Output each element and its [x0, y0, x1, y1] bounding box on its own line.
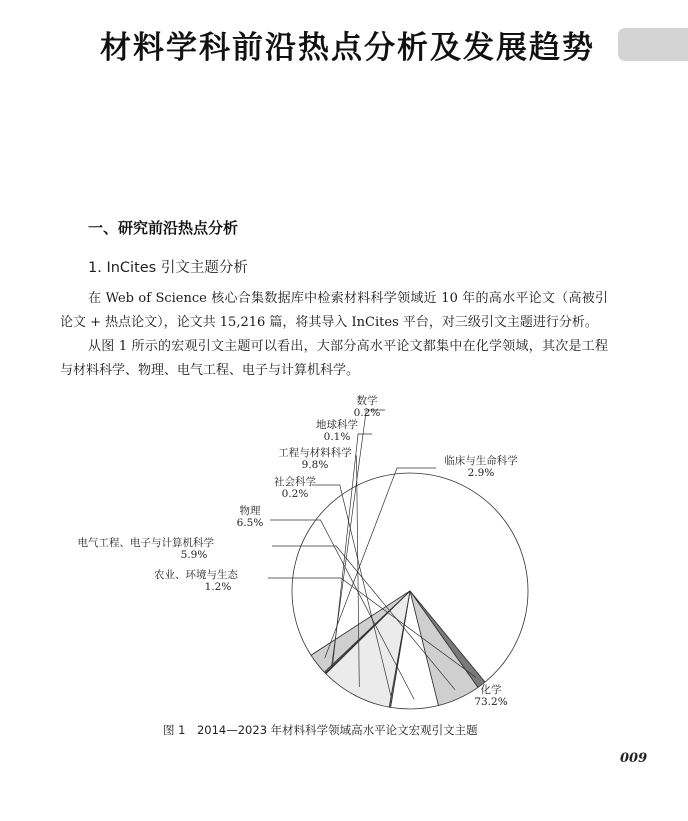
pie-slice-label: 农业、环境与生态 [154, 569, 238, 581]
pie-slice-label: 工程与材料科学 [278, 447, 352, 459]
chapter-tab-decoration [618, 28, 688, 61]
pie-slice-value: 73.2% [474, 696, 508, 708]
pie-slice-label: 临床与生命科学 [444, 455, 518, 467]
pie-slice-value: 0.2% [281, 488, 309, 500]
pie-slice-value: 2.9% [467, 467, 495, 479]
pie-slice-label: 地球科学 [316, 419, 358, 431]
page-number: 009 [620, 751, 648, 766]
pie-slice-value: 0.1% [323, 431, 351, 443]
pie-slice-value: 0.2% [353, 407, 381, 419]
body-paragraph-2: 从图 1 所示的宏观引文主题可以看出，大部分高水平论文都集中在化学领域，其次是工程与材料科学、物理、电气工程、电子与计算机科学。 [60, 339, 608, 378]
pie-slice-value: 5.9% [180, 549, 208, 561]
pie-slice-label: 物理 [239, 505, 261, 517]
citation-topic-pie-chart [0, 390, 688, 720]
running-title: 材料学科前沿热点分析及发展趋势 [100, 30, 595, 66]
pie-slice-value: 6.5% [236, 517, 264, 529]
body-paragraph-1: 在 Web of Science 核心合集数据库中检索材料科学领域近 10 年的高水平论文（高被引论文 + 热点论文），论文共 15,216 篇，将其导入 InCites 平台，对三级引文主题进行分析。 [60, 291, 608, 330]
pie-slice-label: 电气工程、电子与计算机科学 [77, 537, 214, 549]
subsection-heading: 1. InCites 引文主题分析 [88, 260, 248, 276]
pie-slice-label: 数学 [356, 395, 378, 407]
pie-slice-value: 1.2% [204, 581, 232, 593]
figure-caption: 图 1 2014—2023 年材料科学领域高水平论文宏观引文主题 [163, 723, 478, 737]
pie-slice-label: 社会科学 [274, 476, 316, 488]
pie-slices [292, 473, 528, 709]
pie-slice-value: 9.8% [301, 459, 329, 471]
pie-slice-label: 化学 [480, 684, 502, 696]
section-heading: 一、研究前沿热点分析 [88, 219, 239, 237]
